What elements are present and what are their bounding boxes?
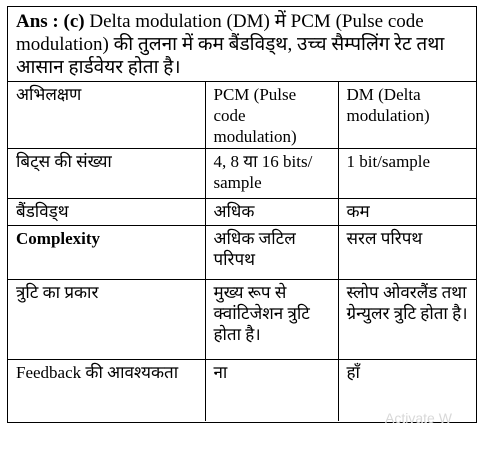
- row-pcm: ना: [205, 359, 338, 421]
- row-pcm: अधिक जटिल परिपथ: [205, 225, 338, 279]
- row-dm: स्लोप ओवरलैंड तथा ग्रेन्युलर त्रुटि होता है।: [338, 279, 476, 359]
- row-dm: हाँ: [338, 359, 476, 421]
- answer-text: Delta modulation (DM) में PCM (Pulse code modulation) की तुलना में कम बैंडविड्थ, उच्च सैम्पलिंग रेट तथा आसान हार्डवेयर होता है।: [16, 11, 445, 78]
- answer-box: [7, 6, 477, 423]
- activation-watermark: Activate W: [385, 410, 452, 426]
- header-pcm: PCM (Pulse code modulation): [205, 82, 338, 148]
- table-header-row: [8, 82, 476, 148]
- table-row: [8, 279, 476, 359]
- row-pcm: मुख्य रूप से क्वांटिजेशन त्रुटि होता है।: [205, 279, 338, 359]
- table-row: [8, 198, 476, 225]
- row-label: Feedback की आवश्यकता: [8, 359, 205, 421]
- row-pcm: 4, 8 या 16 bits/ sample: [205, 148, 338, 198]
- answer-label: Ans : (c): [16, 11, 85, 32]
- row-label: बैंडविड्थ: [8, 198, 205, 225]
- row-label: त्रुटि का प्रकार: [8, 279, 205, 359]
- table-row: [8, 148, 476, 198]
- header-dm: DM (Delta modulation): [338, 82, 476, 148]
- row-pcm: अधिक: [205, 198, 338, 225]
- row-label: Complexity: [8, 225, 205, 279]
- row-dm: सरल परिपथ: [338, 225, 476, 279]
- header-characteristic: अभिलक्षण: [8, 82, 205, 148]
- comparison-table: [8, 82, 476, 421]
- table-row: [8, 225, 476, 279]
- row-dm: कम: [338, 198, 476, 225]
- row-label: बिट्स की संख्या: [8, 148, 205, 198]
- row-dm: 1 bit/sample: [338, 148, 476, 198]
- answer-statement: [8, 7, 476, 82]
